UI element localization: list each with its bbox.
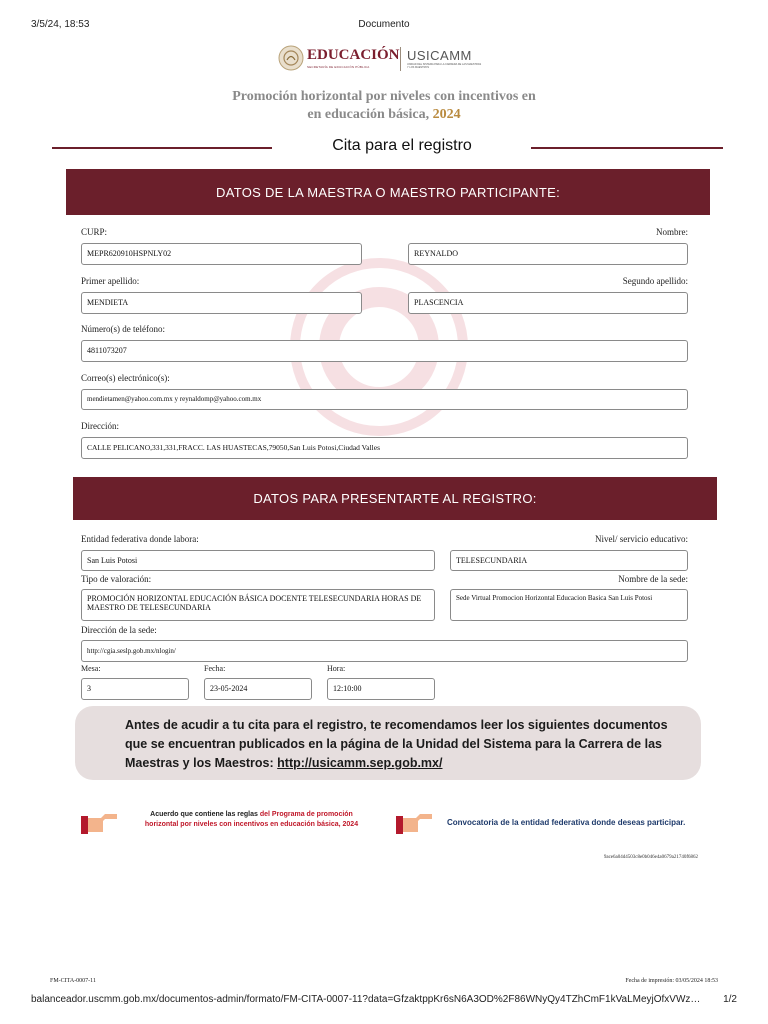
correo-label: Correo(s) electrónico(s):: [81, 373, 170, 383]
program-title: [0, 88, 768, 124]
segundo-apellido-label: Segundo apellido:: [622, 276, 688, 286]
nivel-label: Nivel/ servicio educativo:: [595, 534, 688, 544]
logo-educacion-sub: SECRETARÍA DE EDUCACIÓN PÚBLICA: [307, 65, 370, 69]
hora-label: Hora:: [327, 664, 346, 673]
notice-text: Antes de acudir a tu cita para el registro, te recomendamos leer los siguientes documentos que se encuentran publicados en la página de la Unidad del Sistema para la Carrera de las Maestras y los Maestros:: [125, 718, 668, 770]
mesa-field[interactable]: 3: [81, 678, 189, 700]
logo-educacion: EDUCACIÓN: [307, 47, 400, 63]
usicamm-link[interactable]: http://usicamm.sep.gob.mx/: [277, 756, 443, 770]
nombre-field[interactable]: REYNALDO: [408, 243, 688, 265]
print-datetime: 3/5/24, 18:53: [31, 19, 90, 30]
direccion-label: Dirección:: [81, 421, 119, 431]
mexico-seal-icon: [278, 45, 304, 71]
nivel-field[interactable]: TELESECUNDARIA: [450, 550, 688, 571]
pointing-hand-icon: [81, 810, 119, 836]
curp-field[interactable]: MEPR620910HSPNLY02: [81, 243, 362, 265]
page-number: 1/2: [723, 994, 737, 1005]
program-title-line1: Promoción horizontal por niveles con incentivos en: [232, 89, 536, 104]
form-code: FM-CITA-0007-11: [50, 978, 96, 984]
section1-banner: DATOS DE LA MAESTRA O MAESTRO PARTICIPANTE:: [66, 169, 710, 215]
nombre-label: Nombre:: [656, 227, 688, 237]
acuerdo-program-text: del Programa de promoción horizontal por niveles con incentivos en educación básica, 2024: [144, 811, 359, 828]
doc-title: Cita para el registro: [332, 137, 472, 154]
primer-apellido-label: Primer apellido:: [81, 276, 140, 286]
direccion-sede-label: Dirección de la sede:: [81, 625, 157, 635]
sede-label: Nombre de la sede:: [618, 574, 688, 584]
logo-divider: [400, 47, 401, 71]
correo-field[interactable]: mendietamen@yahoo.com.mx y reynaldomp@yahoo.com.mx: [81, 389, 688, 410]
acuerdo-link[interactable]: [135, 810, 368, 830]
direccion-field[interactable]: CALLE PELICANO,331,331,FRACC. LAS HUASTECAS,79050,San Luis Potosi,Ciudad Valles: [81, 437, 688, 459]
logo-usicamm-sub: UNIDAD DEL SISTEMA PARA LA CARRERA DE LAS MAESTRAS Y LOS MAESTROS: [407, 63, 482, 69]
title-rule-right: [531, 147, 723, 149]
program-title-line2: en educación básica,: [307, 107, 430, 122]
telefono-label: Número(s) de teléfono:: [81, 324, 165, 334]
page-url: balanceador.uscmm.gob.mx/documentos-admin/formato/FM-CITA-0007-11?data=GfzaktppKr6sN6A3OD%2F86WNyQy4TZhCmF1kVaLMeyjOfxVWz…: [31, 994, 701, 1005]
document-hash: 9ace6a04d4503c8e0b046e4a0679a21740f6862: [603, 855, 698, 860]
tipo-valoracion-label: Tipo de valoración:: [81, 574, 152, 584]
entidad-field[interactable]: San Luis Potosi: [81, 550, 435, 571]
recommendation-notice: [75, 706, 701, 780]
curp-label: CURP:: [81, 227, 108, 237]
program-year: 2024: [432, 107, 461, 122]
primer-apellido-field[interactable]: MENDIETA: [81, 292, 362, 314]
print-title: Documento: [358, 19, 410, 30]
sede-field[interactable]: Sede Virtual Promocion Horizontal Educacion Basica San Luis Potosi: [450, 589, 688, 621]
tipo-valoracion-field[interactable]: PROMOCIÓN HORIZONTAL EDUCACIÓN BÁSICA DOCENTE TELESECUNDARIA HORAS DE MAESTRO DE TELESECUNDARIA: [81, 589, 435, 621]
segundo-apellido-field[interactable]: PLASCENCIA: [408, 292, 688, 314]
print-date: Fecha de impresión: 03/05/2024 18:53: [625, 978, 718, 984]
fecha-label: Fecha:: [204, 664, 226, 673]
fecha-field[interactable]: 23-05-2024: [204, 678, 312, 700]
section2-banner: DATOS PARA PRESENTARTE AL REGISTRO:: [73, 477, 717, 520]
entidad-label: Entidad federativa donde labora:: [81, 534, 199, 544]
pointing-hand-icon-2: [396, 810, 434, 836]
acuerdo-text: Acuerdo que contiene las reglas: [150, 811, 258, 818]
convocatoria-link[interactable]: Convocatoria de la entidad federativa donde deseas participar.: [447, 818, 686, 827]
telefono-field[interactable]: 4811073207: [81, 340, 688, 362]
mesa-label: Mesa:: [81, 664, 101, 673]
direccion-sede-field[interactable]: http://cgia.seslp.gob.mx/nlogin/: [81, 640, 688, 662]
hora-field[interactable]: 12:10:00: [327, 678, 435, 700]
logo-usicamm: USICAMM: [407, 48, 472, 63]
